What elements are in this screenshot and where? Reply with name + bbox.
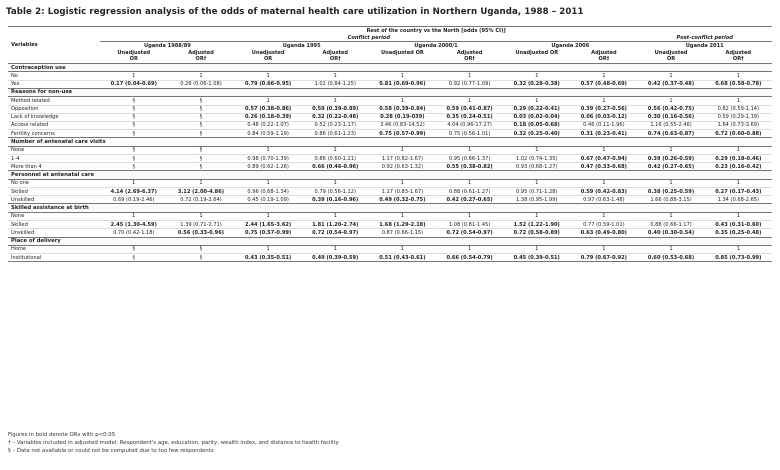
odds-ratio-cell: 1 xyxy=(602,246,606,253)
odds-ratio-cell: 1 xyxy=(333,97,337,104)
table-row xyxy=(8,196,772,204)
odds-ratio-cell: 1 xyxy=(736,180,740,187)
section-title: Contraception use xyxy=(8,64,772,72)
section-title: Place of delivery xyxy=(8,237,772,245)
odds-ratio-cell: § xyxy=(199,246,203,253)
odds-ratio-cell: 0.32 (0.22-0.48) xyxy=(312,114,359,121)
odds-ratio-cell: 1 xyxy=(266,72,270,79)
col-header-adjusted: Adjusted OR† xyxy=(570,50,637,64)
odds-ratio-cell: 0.47 (0.33-0.68) xyxy=(580,163,628,170)
section-header-row xyxy=(8,204,772,212)
row-label: None xyxy=(11,147,25,154)
table-row xyxy=(8,212,772,220)
odds-ratio-cell: 1 xyxy=(602,97,606,104)
note-adjusted: † – Variables included in adjusted model: Respondent's age, education, parity, wealth index, and distance to health facility xyxy=(8,439,339,446)
odds-ratio-cell: 0.23 (0.16-0.42) xyxy=(715,163,762,170)
odds-ratio-cell: 1 xyxy=(669,213,673,220)
odds-ratio-cell: § xyxy=(199,122,203,129)
odds-ratio-cell: 4.04 (0.96-17.27) xyxy=(447,122,492,129)
row-label: None xyxy=(11,213,25,220)
row-label: Fertility concerns xyxy=(11,130,55,137)
odds-ratio-cell: 0.82 (0.59-1.14) xyxy=(717,106,760,113)
odds-ratio-cell: 1 xyxy=(467,97,472,104)
odds-ratio-cell: 0.42 (0.37-0.48) xyxy=(647,81,695,88)
conflict-period-header: Conflict period xyxy=(100,34,637,42)
odds-ratio-cell: 0.72 (0.54-0.97) xyxy=(312,229,359,236)
odds-ratio-cell: 1 xyxy=(669,147,673,154)
odds-ratio-cell: 2.45 (1.30-4.59) xyxy=(110,221,157,228)
odds-ratio-cell: 0.26 (0.06-1.08) xyxy=(180,81,222,88)
odds-ratio-cell: 1 xyxy=(602,147,606,154)
odds-ratio-cell: 0.28 (0.19-039) xyxy=(380,114,425,121)
row-label: No one xyxy=(11,180,30,187)
odds-ratio-cell: § xyxy=(132,97,136,104)
odds-ratio-cell: 0.67 (0.47-0.94) xyxy=(580,155,628,162)
table-row xyxy=(8,188,772,196)
section-header-row xyxy=(8,171,772,179)
survey-header-2000: Uganda 2000/1 xyxy=(414,42,458,49)
odds-ratio-cell: § xyxy=(132,155,136,162)
odds-ratio-cell: 1.02 (0.84-1.25) xyxy=(314,81,356,88)
odds-ratio-cell: 0.69 (0.19-2.46) xyxy=(113,196,155,203)
odds-ratio-cell: 1 xyxy=(333,147,337,154)
odds-ratio-cell: § xyxy=(199,147,203,154)
odds-ratio-cell: 1 xyxy=(400,147,405,154)
row-label: Unskilled xyxy=(11,196,35,203)
odds-ratio-cell: 1 xyxy=(669,97,673,104)
odds-ratio-cell: § xyxy=(199,155,203,162)
odds-ratio-cell: 0.86 (0.60-1.21) xyxy=(314,155,356,162)
row-label: Method related xyxy=(11,97,50,104)
table-row xyxy=(8,155,772,163)
odds-ratio-cell: 0.96 (0.68-1.34) xyxy=(247,188,289,195)
odds-ratio-cell: 1 xyxy=(400,72,405,79)
odds-ratio-cell: 0.26 (0.18-0.39) xyxy=(244,114,292,121)
odds-ratio-cell: 1 xyxy=(602,72,606,79)
variables-header: Variables xyxy=(8,27,100,64)
odds-ratio-cell: 0.66 (0.46-0.96) xyxy=(312,163,359,170)
odds-ratio-cell: 1 xyxy=(535,72,539,79)
odds-ratio-cell: 0.27 (0.17-0.43) xyxy=(715,188,762,195)
odds-ratio-cell: 1 xyxy=(266,213,270,220)
odds-ratio-cell: 1 xyxy=(535,213,539,220)
odds-ratio-cell: 1 xyxy=(467,72,472,79)
odds-ratio-cell: § xyxy=(132,246,136,253)
odds-ratio-cell: 0.57 (0.38-0.86) xyxy=(244,106,292,113)
col-header-unadjusted: Unadjusted OR xyxy=(235,50,302,64)
odds-ratio-cell: 1.02 (0.74-1.35) xyxy=(516,155,558,162)
odds-ratio-cell: 0.84 (0.59-1.19) xyxy=(247,130,289,137)
odds-ratio-cell: § xyxy=(132,130,136,137)
odds-ratio-cell: 0.60 (0.53-0.68) xyxy=(647,254,695,261)
table-row xyxy=(8,105,772,113)
odds-ratio-cell: 0.40 (0.30-0.54) xyxy=(647,229,695,236)
odds-ratio-cell: 0.70 (0.42-1.18) xyxy=(113,229,155,236)
odds-ratio-cell: 1 xyxy=(669,246,673,253)
odds-ratio-cell: 0.93 (0.68-1.27) xyxy=(516,163,558,170)
survey-header-2011: Uganda 2011 xyxy=(685,42,724,49)
odds-ratio-cell: 1 xyxy=(333,246,337,253)
odds-ratio-cell: 1 xyxy=(535,147,539,154)
row-label: Skilled xyxy=(11,221,28,228)
odds-ratio-cell: 0.35 (0.25-0.48) xyxy=(715,229,762,236)
post-conflict-period-header: Post-conflict period xyxy=(637,34,772,42)
odds-ratio-cell: 0.92 (0.63-1.32) xyxy=(381,163,424,170)
survey-header-1995: Uganda 1995 xyxy=(282,42,321,49)
section-title: Skilled assistance at birth xyxy=(8,204,772,212)
section-title: Personnel at antenatal care xyxy=(8,171,772,179)
table-row xyxy=(8,221,772,229)
odds-ratio-cell: 1.16 (0.55-2.46) xyxy=(650,122,692,129)
table-row xyxy=(8,229,772,237)
odds-ratio-cell: 0.75 (0.57-0.99) xyxy=(379,130,426,137)
table-row xyxy=(8,245,772,253)
row-label: Unskilled xyxy=(11,229,35,236)
odds-ratio-cell: 1.39 (0.71-2.71) xyxy=(180,221,222,228)
odds-ratio-cell: 0.97 (0.63-1.48) xyxy=(583,196,625,203)
odds-ratio-cell: 1.17 (0.82-1.67) xyxy=(381,155,424,162)
table-row xyxy=(8,80,772,88)
odds-ratio-cell: 0.06 (0.03-0.12) xyxy=(580,114,628,121)
odds-ratio-cell: 0.88 (0.61-1.27) xyxy=(448,188,491,195)
odds-ratio-cell: 1 xyxy=(199,213,203,220)
odds-ratio-cell: 1 xyxy=(602,213,606,220)
odds-ratio-cell: 0.45 (0.19-1.09) xyxy=(247,196,289,203)
odds-ratio-cell: 0.56 (0.42-0.75) xyxy=(647,106,695,113)
odds-ratio-cell: 0.49 (0.39-0.59) xyxy=(312,254,359,261)
odds-ratio-cell: 1 xyxy=(400,213,405,220)
odds-ratio-cell: 1 xyxy=(132,213,136,220)
odds-ratio-cell: 1 xyxy=(132,180,136,187)
odds-ratio-cell: 1 xyxy=(736,213,740,220)
odds-ratio-cell: § xyxy=(199,106,203,113)
odds-ratio-cell: 0.52 (0.23-1.17) xyxy=(314,122,356,129)
odds-ratio-cell: 1.66 (0.88-3.15) xyxy=(650,196,692,203)
col-header-adjusted: Adjusted OR† xyxy=(167,50,234,64)
odds-ratio-cell: 0.56 (0.33-0.96) xyxy=(177,229,225,236)
odds-ratio-cell: 1 xyxy=(467,180,472,187)
odds-ratio-cell: § xyxy=(199,97,203,104)
odds-ratio-cell: 0.35 (0.24-0.51) xyxy=(446,114,493,121)
header-row-1 xyxy=(8,27,772,35)
odds-ratio-cell: 0.03 (0.02-0.04) xyxy=(513,114,560,121)
odds-ratio-cell: 0.89 (0.62-1.26) xyxy=(247,163,289,170)
odds-ratio-cell: 1 xyxy=(199,180,203,187)
note-missing: § – Data not available or could not be computed due to too few respondents xyxy=(8,447,214,454)
odds-ratio-cell: 1.38 (0.95-1.99) xyxy=(516,196,558,203)
odds-ratio-cell: 1 xyxy=(333,213,337,220)
col-header-unadjusted: Unadjusted OR xyxy=(369,50,436,64)
row-label: Access related xyxy=(11,122,49,129)
odds-ratio-cell: 0.29 (0.18-0.46) xyxy=(715,155,762,162)
odds-ratio-cell: 0.58 (0.39-0.84) xyxy=(379,106,426,113)
odds-ratio-cell: 1.52 (1.22-1.90) xyxy=(513,221,560,228)
odds-ratio-cell: 3.46 (0.83-14.52) xyxy=(380,122,425,129)
header-row-3 xyxy=(8,42,772,50)
row-label: Institutional xyxy=(11,254,42,261)
odds-ratio-cell: 1 xyxy=(266,147,270,154)
odds-ratio-cell: 1 xyxy=(400,97,405,104)
odds-ratio-cell: 1 xyxy=(467,147,472,154)
odds-ratio-cell: 1 xyxy=(535,246,539,253)
odds-ratio-cell: 1 xyxy=(266,180,270,187)
odds-ratio-cell: § xyxy=(132,114,136,121)
odds-ratio-cell: 0.85 (0.73-0.99) xyxy=(715,254,762,261)
odds-ratio-cell: 1 xyxy=(535,180,539,187)
odds-ratio-cell: 0.92 (0.77-1.09) xyxy=(448,81,491,88)
group-title: Rest of the country vs the North [odds (95% CI)] xyxy=(100,27,772,35)
odds-ratio-cell: 1 xyxy=(535,97,539,104)
section-title: Number of antenatal care visits xyxy=(8,138,772,146)
row-label: 1-4 xyxy=(11,155,20,162)
odds-ratio-cell: 1 xyxy=(199,72,203,79)
odds-ratio-cell: 1 xyxy=(333,180,337,187)
row-label: Skilled xyxy=(11,188,28,195)
odds-ratio-cell: 0.75 (0.56-1.01) xyxy=(448,130,491,137)
odds-ratio-cell: 1 xyxy=(669,180,673,187)
odds-ratio-cell: 3.12 (2.00-4.86) xyxy=(177,188,225,195)
table-row xyxy=(8,113,772,121)
odds-ratio-cell: 1.64 (0.73-3.69) xyxy=(717,122,760,129)
odds-ratio-cell: 0.79 (0.56-1.12) xyxy=(314,188,356,195)
odds-ratio-cell: 0.86 (0.61-1.23) xyxy=(314,130,356,137)
odds-ratio-cell: 0.95 (0.66-1.37) xyxy=(448,155,491,162)
table-row xyxy=(8,130,772,138)
table-row xyxy=(8,146,772,154)
odds-ratio-cell: 0.49 (0.32-0.75) xyxy=(379,196,426,203)
section-header-row xyxy=(8,88,772,96)
table-row xyxy=(8,179,772,187)
odds-ratio-cell: 0.29 (0.22-0.41) xyxy=(513,106,560,113)
odds-ratio-cell: 1 xyxy=(400,180,405,187)
table-row xyxy=(8,97,772,105)
col-header-unadjusted: Unadjusted OR xyxy=(100,50,167,64)
odds-ratio-cell: 0.39 (0.27-0.56) xyxy=(580,106,628,113)
row-label: More than 4 xyxy=(11,163,42,170)
odds-ratio-cell: 0.66 (0.54-0.79) xyxy=(446,254,493,261)
odds-ratio-cell: 1.81 (1.20-2.74) xyxy=(312,221,359,228)
row-label: Opposition xyxy=(11,106,39,113)
col-header-adjusted: Adjusted OR† xyxy=(436,50,503,64)
odds-ratio-cell: § xyxy=(199,254,203,261)
section-header-row xyxy=(8,138,772,146)
odds-ratio-cell: § xyxy=(199,163,203,170)
row-label: Home xyxy=(11,246,27,253)
row-label: Lack of knowledge xyxy=(11,114,59,121)
odds-ratio-cell: § xyxy=(199,114,203,121)
odds-ratio-cell: § xyxy=(132,254,136,261)
table-notes xyxy=(8,432,339,455)
row-label: No xyxy=(11,72,18,79)
table-row xyxy=(8,254,772,262)
odds-ratio-cell: § xyxy=(132,147,136,154)
section-title: Reasons for non-use xyxy=(8,88,772,96)
odds-ratio-cell: 0.63 (0.49-0.80) xyxy=(580,229,628,236)
odds-ratio-cell: 0.59 (0.29-1.19) xyxy=(717,114,760,121)
odds-ratio-cell: 0.42 (0.27-0.65) xyxy=(647,163,695,170)
odds-ratio-cell: 0.42 (0.27-0.65) xyxy=(446,196,493,203)
odds-ratio-cell: 0.81 (0.69-0.96) xyxy=(379,81,426,88)
odds-ratio-cell: 0.74 (0.63-0.87) xyxy=(647,130,695,137)
odds-ratio-cell: 0.59 (0.41-0.87) xyxy=(446,106,493,113)
col-header-unadjusted: Unadjusted OR xyxy=(503,50,570,64)
odds-ratio-cell: 0.72 (0.60-0.88) xyxy=(715,130,762,137)
odds-ratio-cell: 0.45 (0.39-0.51) xyxy=(513,254,560,261)
odds-ratio-cell: 0.31 (0.23-0.41) xyxy=(580,130,628,137)
odds-ratio-cell: 0.59 (0.39-0.89) xyxy=(312,106,359,113)
odds-ratio-cell: 1 xyxy=(132,72,136,79)
odds-ratio-cell: 0.55 (0.38-0.82) xyxy=(446,163,493,170)
odds-ratio-cell: 1.08 (0.81-1.45) xyxy=(448,221,491,228)
odds-ratio-cell: 0.46 (0.11-1.96) xyxy=(583,122,625,129)
odds-ratio-cell: 1 xyxy=(736,97,740,104)
odds-ratio-cell: 0.17 (0.04-0.69) xyxy=(110,81,157,88)
regression-table-container xyxy=(8,26,772,262)
table-title: Table 2: Logistic regression analysis of the odds of maternal health care utilization in Northern Uganda, 1988 – 2011 xyxy=(6,7,584,17)
odds-ratio-cell: 1 xyxy=(669,72,673,79)
odds-ratio-cell: 0.75 (0.57-0.99) xyxy=(244,229,292,236)
odds-ratio-cell: 1 xyxy=(400,246,405,253)
odds-ratio-cell: 0.59 (0.42-0.83) xyxy=(580,188,628,195)
table-row xyxy=(8,121,772,129)
odds-ratio-cell: 0.87 (0.66-1.15) xyxy=(381,229,424,236)
odds-ratio-cell: 0.18 (0.05-0.68) xyxy=(513,122,560,129)
odds-ratio-cell: 0.30 (0.16-0.56) xyxy=(647,114,695,121)
odds-ratio-cell: 0.68 (0.58-0.78) xyxy=(715,81,762,88)
odds-ratio-cell: 1.17 (0.83-1.67) xyxy=(381,188,424,195)
odds-ratio-cell: 0.39 (0.16-0.96) xyxy=(312,196,359,203)
odds-ratio-cell: 1 xyxy=(602,180,606,187)
odds-ratio-cell: 1.34 (0.68-2.65) xyxy=(717,196,760,203)
odds-ratio-cell: 2.44 (1.65-3.62) xyxy=(244,221,292,228)
odds-ratio-cell: 0.77 (0.59-1.01) xyxy=(583,221,625,228)
odds-ratio-cell: 0.39 (0.26-0.59) xyxy=(647,155,695,162)
odds-ratio-cell: 0.38 (0.25-0.59) xyxy=(647,188,695,195)
col-header-adjusted: Adjusted OR† xyxy=(705,50,772,64)
odds-ratio-cell: 0.57 (0.48-0.69) xyxy=(580,81,628,88)
survey-header-1988: Uganda 1988/89 xyxy=(143,42,191,49)
odds-ratio-cell: 0.79 (0.67-0.92) xyxy=(580,254,628,261)
odds-ratio-cell: § xyxy=(132,163,136,170)
odds-ratio-cell: 0.95 (0.71-1.28) xyxy=(516,188,558,195)
odds-ratio-cell: 0.48 (0.22-1.07) xyxy=(247,122,289,129)
odds-ratio-cell: 0.43 (0.35-0.51) xyxy=(244,254,292,261)
row-label: Yes xyxy=(11,81,20,88)
header-row-4 xyxy=(8,50,772,64)
odds-ratio-cell: 1 xyxy=(333,72,337,79)
odds-ratio-cell: 1 xyxy=(467,213,472,220)
odds-ratio-cell: 0.32 (0.28-0.38) xyxy=(513,81,560,88)
survey-header-2006: Uganda 2006 xyxy=(551,42,590,49)
odds-ratio-cell: 0.72 (0.19-2.64) xyxy=(180,196,222,203)
odds-ratio-cell: 1 xyxy=(736,72,740,79)
odds-ratio-cell: 0.79 (0.66-0.95) xyxy=(244,81,292,88)
header-row-2 xyxy=(8,34,772,42)
odds-ratio-cell: 0.72 (0.58-0.89) xyxy=(513,229,560,236)
odds-ratio-cell: 1 xyxy=(736,246,740,253)
odds-ratio-cell: 1 xyxy=(736,147,740,154)
odds-ratio-cell: § xyxy=(132,122,136,129)
odds-ratio-cell: 1.68 (1.29-2.18) xyxy=(379,221,426,228)
odds-ratio-cell: 0.51 (0.43-0.61) xyxy=(379,254,426,261)
odds-ratio-cell: 0.43 (0.31-0.60) xyxy=(715,221,762,228)
odds-ratio-cell: 0.98 (0.70-1.39) xyxy=(247,155,289,162)
odds-ratio-cell: 0.72 (0.54-0.97) xyxy=(446,229,493,236)
table-row xyxy=(8,72,772,80)
table-row xyxy=(8,163,772,171)
odds-ratio-cell: 1 xyxy=(266,246,270,253)
odds-ratio-cell: § xyxy=(199,130,203,137)
col-header-adjusted: Adjusted OR† xyxy=(302,50,369,64)
regression-table xyxy=(8,26,772,262)
odds-ratio-cell: 1 xyxy=(266,97,270,104)
odds-ratio-cell: 0.88 (0.66-1.17) xyxy=(650,221,692,228)
note-bold: Figures in bold denote ORs with p<0.05 xyxy=(8,432,116,438)
section-header-row xyxy=(8,64,772,72)
odds-ratio-cell: 4.14 (2.69-6.37) xyxy=(110,188,157,195)
section-header-row xyxy=(8,237,772,245)
odds-ratio-cell: § xyxy=(132,106,136,113)
odds-ratio-cell: 0.32 (0.25-0.40) xyxy=(513,130,560,137)
col-header-unadjusted: Unadjusted OR xyxy=(637,50,704,64)
odds-ratio-cell: 1 xyxy=(467,246,472,253)
